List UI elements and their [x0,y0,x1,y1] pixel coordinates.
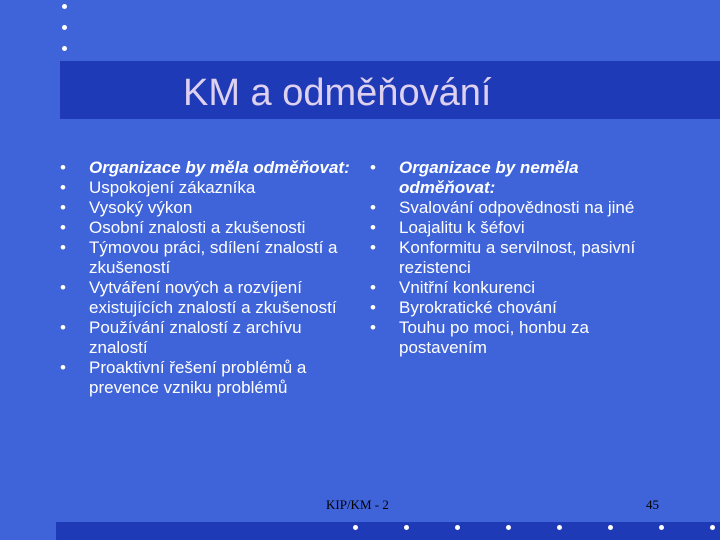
footer-bar [56,522,720,540]
list-item [370,298,660,318]
list-item [60,318,360,358]
bullet: • [60,178,66,197]
list-item [60,218,360,238]
bullet: • [370,218,376,237]
bullet: • [60,198,66,217]
list-item [370,318,660,358]
list-item-text: Konformitu a servilnost, pasivní rezistenci [399,238,636,277]
list-item [60,178,360,198]
bullet: • [60,318,66,337]
left-bullet-list [60,158,360,398]
list-item [60,238,360,278]
decor-dot [62,4,67,9]
list-item [60,158,360,178]
list-item-text: Proaktivní řešení problémů a prevence vzniku problémů [89,358,307,397]
list-item-text: Svalování odpovědnosti na jiné [399,198,635,217]
list-item-text: Byrokratické chování [399,298,557,317]
decor-dot [62,46,67,51]
list-item [60,358,360,398]
list-item-text: Uspokojení zákazníka [89,178,256,197]
right-bullet-list [370,158,660,358]
list-item-text: Touhu po moci, honbu za postavením [399,318,589,357]
page-number: 45 [646,497,659,512]
list-item-text: Vytváření nových a rozvíjení existujících znalostí a zkušeností [89,278,337,317]
list-item [60,198,360,218]
bullet: • [60,238,66,257]
list-item [370,218,660,238]
bullet: • [60,158,66,177]
bullet: • [370,158,376,177]
bullet: • [370,198,376,217]
bullet: • [370,238,376,257]
footer-code: KIP/KM - 2 [326,497,389,512]
list-item-text: Osobní znalosti a zkušenosti [89,218,306,237]
list-item-text: Loajalitu k šéfovi [399,218,525,237]
list-item-text: Organizace by neměla odměňovat: [399,158,579,197]
list-item-text: Vysoký výkon [89,198,193,217]
bullet: • [60,278,66,297]
list-item [60,278,360,318]
decor-dot [62,25,67,30]
list-item [370,158,660,198]
list-item [370,198,660,218]
list-item-text: Vnitřní konkurenci [399,278,536,297]
bullet: • [60,358,66,377]
list-item [370,278,660,298]
list-item-text: Týmovou práci, sdílení znalostí a zkušeností [89,238,338,277]
list-item-text: Používání znalostí z archívu znalostí [89,318,302,357]
bullet: • [370,278,376,297]
list-item [370,238,660,278]
bullet: • [60,218,66,237]
bullet: • [370,318,376,337]
bullet: • [370,298,376,317]
list-item-text: Organizace by měla odměňovat: [89,158,350,177]
slide-title: KM a odměňování [183,72,492,114]
